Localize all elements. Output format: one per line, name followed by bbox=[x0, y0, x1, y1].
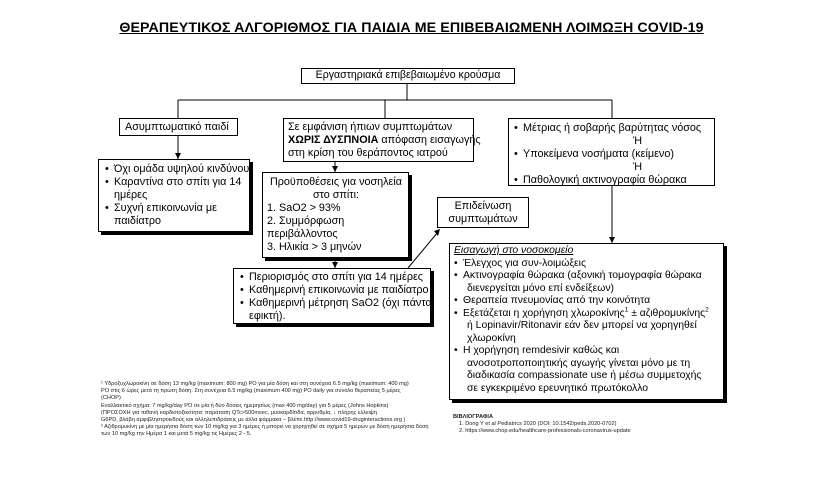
home-bullet-3-cont: εφικτή). bbox=[249, 310, 286, 322]
severe-disease-box bbox=[508, 118, 715, 186]
hospital-admission-box bbox=[449, 243, 724, 400]
asymptomatic-actions-box bbox=[98, 159, 253, 232]
mild-line-3: στη κρίση του θεράποντος ιατρού bbox=[288, 147, 448, 159]
hospital-bullet-4: • Εξετάζεται η χορήγηση χλωροκίνης$^1$ ± αζιθρομυκίνης$^2$ bbox=[463, 308, 720, 321]
footnote-line: PO στις 6 ώρες μετά τη πρώτη δόση. Στη συνέχεια 6.5 mg/kg (maximum 400 mg) PO daily για σύνολο θεραπείας 5 μέρες bbox=[101, 388, 401, 395]
symptom-worsening-box bbox=[437, 197, 529, 228]
prereq-title-2: στο σπίτι: bbox=[313, 189, 359, 201]
hospital-bullet-5: • Η χορήγηση remdesivir καθώς και bbox=[463, 345, 720, 358]
footnotes bbox=[101, 381, 441, 439]
footnote-line: (CHOP) bbox=[101, 395, 121, 402]
mild-line-1: Σε εμφάνιση ήπιων συμπτωμάτων bbox=[288, 121, 453, 133]
prereq-title-1: Προϋποθέσεις για νοσηλεία bbox=[269, 176, 402, 188]
asym-bullet-2-cont: ημέρες bbox=[114, 189, 148, 201]
hospital-bullet-1: • Έλεγχος για συν-λοιμώξεις bbox=[463, 258, 720, 271]
hospital-heading: Εισαγωγή στο νοσοκομείο bbox=[454, 245, 574, 256]
severe-item-3: • Παθολογική ακτινογραφία θώρακα bbox=[523, 174, 710, 187]
severe-item-2: • Υποκείμενα νοσήματα (κείμενο) bbox=[523, 148, 710, 161]
asymptomatic-child-box: Ασυμπτωματικό παιδί bbox=[119, 118, 238, 136]
severe-or-2: Ή bbox=[633, 161, 643, 173]
connector-home-to-worsening bbox=[408, 232, 438, 268]
hospital-bullet-5-cont-3: σε εγκεκριμένο ερευνητικό πρωτόκολλο bbox=[467, 382, 649, 394]
asym-bullet-3: • Συχνή επικοινωνία με bbox=[114, 202, 246, 215]
mild-line-2-rest: απόφαση εισαγωγής bbox=[378, 134, 481, 146]
bibliography bbox=[453, 414, 723, 436]
hospital-bullet-2: • Ακτινογραφία θώρακα (αξονική τομογραφία θώρακα bbox=[463, 270, 720, 283]
prereq-item-2-cont: περιβάλλοντος bbox=[267, 228, 338, 240]
hospital-bullet-4-cont-1: ή Lopinavir/Ritonavir εάν δεν μπορεί να χορηγηθεί bbox=[467, 320, 697, 331]
page-title: ΘΕΡΑΠΕΥΤΙΚΟΣ ΑΛΓΟΡΙΘΜΟΣ ΓΙΑ ΠΑΙΔΙΑ ΜΕ ΕΠΙΒΕΒΑΙΩΜΕΝΗ ΛΟΙΜΩΞΗ COVID-19 bbox=[119, 20, 704, 36]
footnote-line: ¹ Υδροξυχλωροκίνη σε δόση 13 mg/kg (maximum: 800 mg) PO για μία δόση και στη συνέχεια 6.5 mg/kg (maximum: 400 mg) bbox=[101, 381, 409, 387]
asym-bullet-2: • Καραντίνα στο σπίτι για 14 bbox=[114, 176, 246, 189]
asym-bullet-1: • Όχι ομάδα υψηλού κινδύνου. bbox=[114, 163, 246, 176]
footnote-line: (ΠΡΟΣΟΧΗ για πιθανή καρδιοτοξικότητα: παράταση QTc>500msec, μυοκαρδίτιδα, αρρυθμία, ↓ πλήρης ελλειψη bbox=[101, 409, 377, 416]
mild-symptoms-box bbox=[283, 118, 481, 162]
worsening-line-2: συμπτωμάτων bbox=[448, 213, 518, 225]
prereq-item-2: 2. Συμμόρφωση bbox=[267, 215, 345, 227]
severe-item-1: • Μέτριας ή σοβαρής βαρύτητας νόσος bbox=[523, 122, 710, 135]
confirmed-case-box: Εργαστηριακά επιβεβαιωμένο κρούσμα bbox=[301, 68, 515, 84]
hospital-bullet-5-cont-2: διαδικασία compassionate use ή μέσω συμμετοχής bbox=[467, 370, 702, 381]
hospital-bullet-4-cont-2: χλωροκίνη bbox=[467, 332, 516, 344]
home-care-prerequisites-box bbox=[262, 172, 409, 258]
home-bullet-3: • Καθημερινή μέτρηση SaO2 (όχι πάντα bbox=[249, 297, 427, 310]
severe-or-1: Ή bbox=[633, 135, 643, 147]
footnote-line: Εναλλακτικό σχήμα: 7 mg/kg/day PO σε μία ή δύο δόσεις ημερησίως (max 400 mg/day) για 5 μέρες (Johns Hopkins) bbox=[101, 402, 389, 409]
hospital-bullet-5-cont-1: ανοσοτροποποιητικής αγωγής γίνεται μόνο με τη bbox=[467, 357, 691, 369]
no-dyspnea-label: ΧΩΡΙΣ ΔΥΣΠΝΟΙΑ bbox=[288, 134, 379, 146]
home-bullet-2: • Καθημερινή επικοινωνία με παιδίατρο bbox=[249, 284, 427, 297]
worsening-line-1: Επιδείνωση bbox=[454, 200, 512, 212]
home-bullet-1: • Περιορισμός στο σπίτι για 14 ημέρες bbox=[249, 271, 427, 284]
bibliography-item: 2. https://www.chop.edu/healthcare-professionals-coronavirus-update bbox=[459, 428, 631, 435]
asym-bullet-3-cont: παιδίατρο bbox=[114, 215, 161, 227]
prereq-item-3: 3. Ηλικία > 3 μηνών bbox=[267, 241, 362, 253]
home-isolation-box bbox=[233, 268, 431, 324]
bibliography-item: 1. Dong Y et al Pediatrics 2020 (DOI: 10.1542/peds.2020-0702) bbox=[459, 421, 617, 428]
bibliography-heading: ΒΙΒΛΙΟΓΡΑΦΙΑ bbox=[453, 414, 494, 420]
mild-line-2 bbox=[288, 134, 481, 147]
prereq-item-1: 1. SaO2 > 93% bbox=[267, 202, 341, 214]
footnote-line: ² Αζιθρομυκίνη με μία ημερήσια δόση των 10 mg/kg για 3 ημέρες ή μπορεί να χορηγηθεί σε σχήμα 5 ημερών με δόση ημερήσια δόση bbox=[101, 424, 429, 431]
hospital-bullet-3: • Θεραπεία πνευμονίας από την κοινότητα bbox=[463, 295, 720, 308]
footnote-line: των 10 mg/kg την Ημέρα 1 και μετά 5 mg/kg τις Ημέρες 2 - 5. bbox=[101, 431, 252, 438]
hospital-bullet-2-cont: διενεργείται μόνο επί ενδείξεων) bbox=[467, 282, 614, 294]
footnote-line: G6PD, βλάβη αμφιβληστροειδούς και αλληλεπιδράσεις με άλλα φάρμακα – βλέπε http://www.covid19-druginteractions.org ) bbox=[101, 417, 406, 424]
